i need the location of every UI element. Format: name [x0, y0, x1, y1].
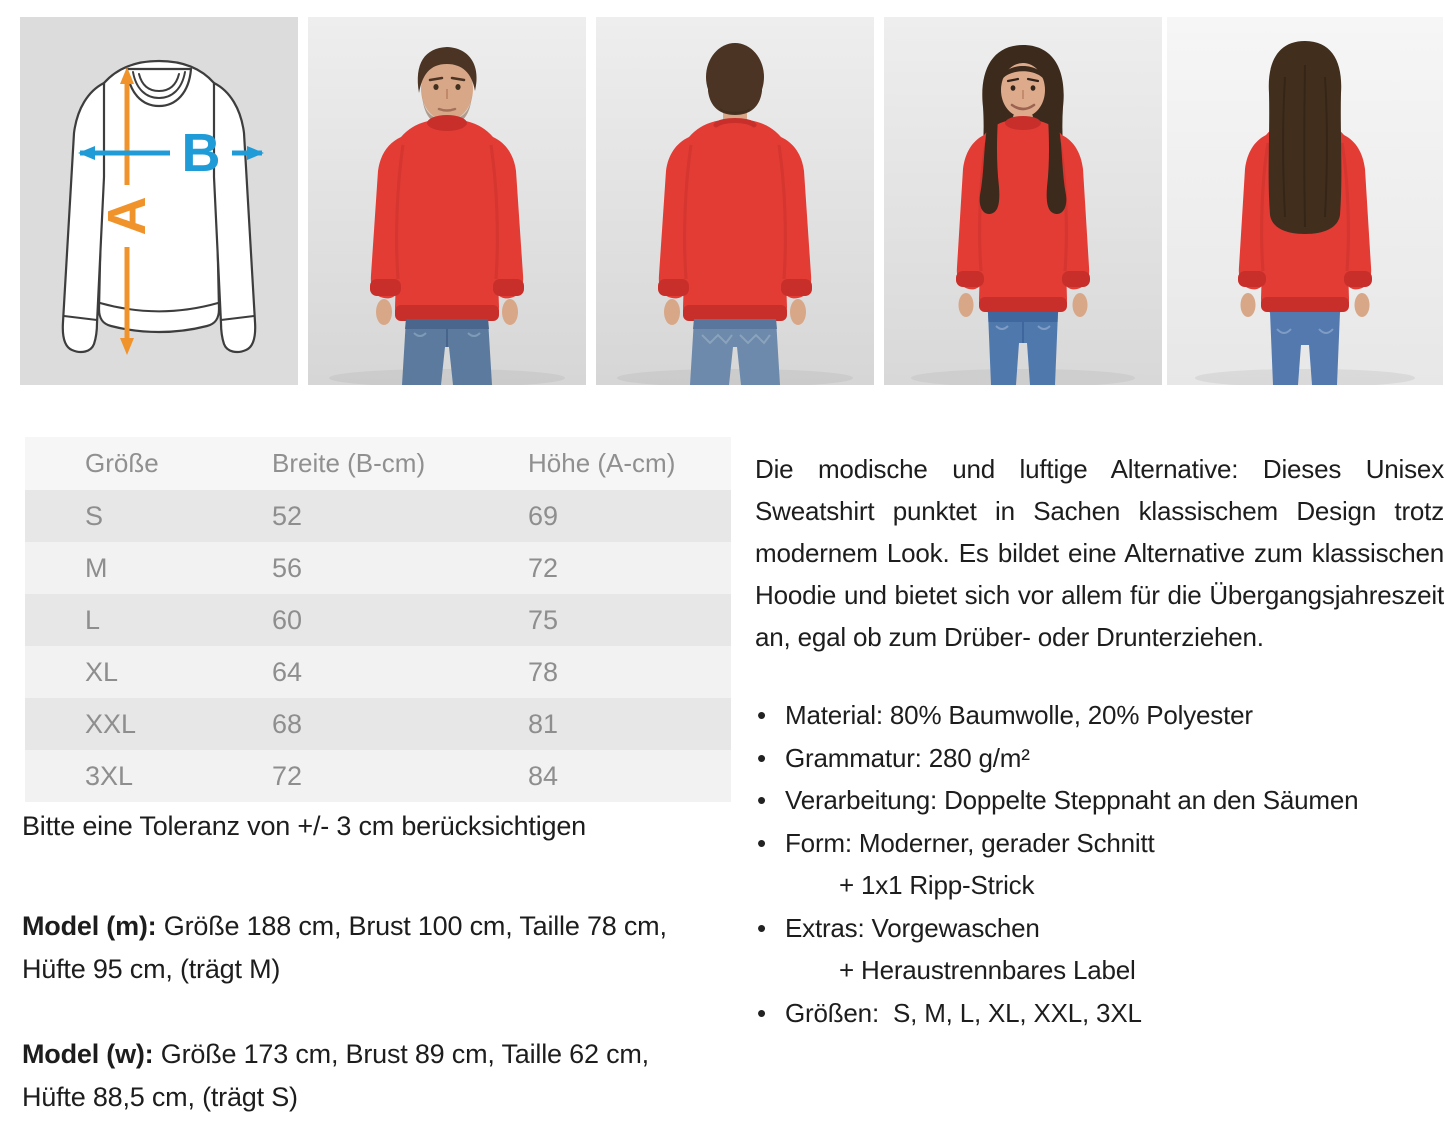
photo-male-front-tile — [308, 17, 586, 385]
female-front-illustration — [884, 17, 1162, 385]
model-m-info — [22, 905, 712, 991]
bullet-item: • Verarbeitung: Doppelte Steppnaht an den Säumen — [755, 779, 1444, 822]
col-header-size: Größe — [85, 448, 159, 478]
col-header-height: Höhe (A-cm) — [528, 448, 676, 478]
height-cell: 78 — [528, 656, 559, 687]
width-cell: 56 — [272, 552, 303, 583]
product-description — [755, 448, 1444, 1034]
bullet-continuation: + 1x1 Ripp-Strick — [839, 870, 1035, 900]
col-header-width: Breite (B-cm) — [272, 448, 426, 478]
size-cell: M — [85, 552, 108, 583]
label-a: A — [97, 196, 157, 236]
height-cell: 69 — [528, 500, 559, 531]
table-row — [25, 490, 731, 542]
sweatshirt-measure-diagram — [20, 17, 298, 385]
bullet-item: • Material: 80% Baumwolle, 20% Polyester — [755, 694, 1444, 737]
table-row — [25, 698, 731, 750]
height-cell: 72 — [528, 552, 559, 583]
photo-female-front-tile — [884, 17, 1162, 385]
width-cell: 60 — [272, 604, 303, 635]
table-row — [25, 646, 731, 698]
size-cell: XXL — [85, 708, 137, 739]
bullet-item: • Größen: S, M, L, XL, XXL, 3XL — [755, 992, 1444, 1035]
size-cell: L — [85, 604, 101, 635]
model-w-info — [22, 1033, 712, 1119]
model-w-label: Model (w): — [22, 1039, 154, 1069]
photo-female-back-tile — [1167, 17, 1443, 385]
height-cell: 75 — [528, 604, 559, 635]
size-cell: S — [85, 500, 104, 531]
height-cell: 84 — [528, 760, 559, 791]
bullet-continuation: + Heraustrennbares Label — [839, 955, 1136, 985]
model-w-measurements: Größe 173 cm, Brust 89 cm, Taille 62 cm, Hüfte 88,5 cm, (trägt S) — [22, 1039, 649, 1112]
table-row — [25, 542, 731, 594]
size-diagram-tile — [20, 17, 298, 385]
bullet-item: • Extras: Vorgewaschen — [755, 907, 1444, 950]
male-front-illustration — [308, 17, 586, 385]
description-paragraph: Die modische und luftige Alternative: Dieses Unisex Sweatshirt punktet in Sachen klassischem Design trotz modernem Look. Es bildet eine Alternative zum klassischen Hoodie und bietet sich vor allem für die Übergangsjahreszeit an, egal ob zum Drüber- oder Drunterziehen. — [755, 454, 1444, 652]
photo-male-back-tile — [596, 17, 874, 385]
feature-list — [755, 694, 1444, 1034]
table-header-row — [25, 437, 731, 490]
label-b: B — [181, 123, 221, 183]
size-table — [25, 437, 731, 802]
width-cell: 64 — [272, 656, 303, 687]
bullet-item: • Form: Moderner, gerader Schnitt — [755, 822, 1444, 865]
model-m-label: Model (m): — [22, 911, 157, 941]
tolerance-note: Bitte eine Toleranz von +/- 3 cm berücksichtigen — [22, 811, 586, 841]
table-row — [25, 750, 731, 802]
height-cell: 81 — [528, 708, 559, 739]
width-cell: 72 — [272, 760, 303, 791]
size-cell: 3XL — [85, 760, 134, 791]
model-m-measurements: Größe 188 cm, Brust 100 cm, Taille 78 cm, Hüfte 95 cm, (trägt M) — [22, 911, 667, 984]
table-row — [25, 594, 731, 646]
male-back-illustration — [596, 17, 874, 385]
width-cell: 52 — [272, 500, 303, 531]
female-back-illustration — [1167, 17, 1443, 385]
bullet-item: • Grammatur: 280 g/m² — [755, 737, 1444, 780]
size-cell: XL — [85, 656, 119, 687]
width-cell: 68 — [272, 708, 303, 739]
